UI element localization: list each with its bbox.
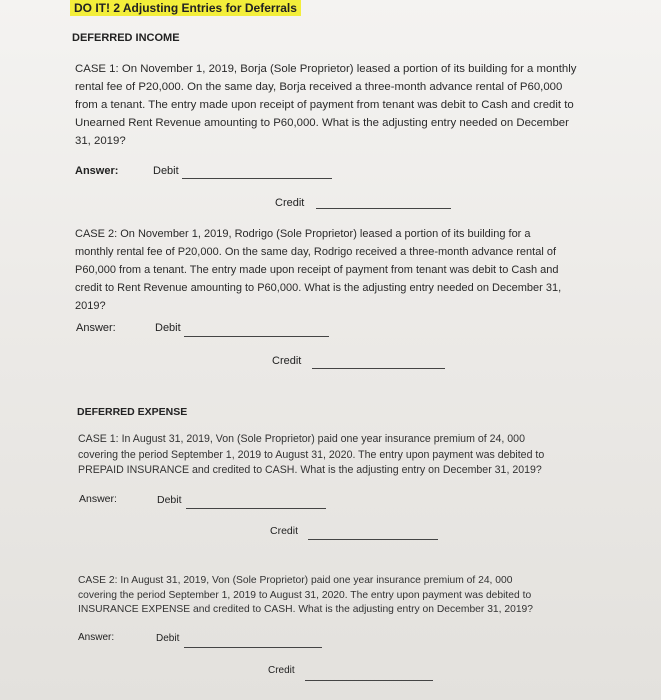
expense-case1-line: CASE 1: In August 31, 2019, Von (Sole Proprietor) paid one year insurance premium of 24, 000: [78, 433, 525, 445]
answer-label: Answer:: [79, 493, 117, 505]
expense-case2-line: INSURANCE EXPENSE and credited to CASH. What is the adjusting entry on December 31, 2019?: [78, 604, 533, 615]
section-heading-deferred-expense: DEFERRED EXPENSE: [77, 406, 188, 418]
debit-label: Debit: [157, 494, 182, 506]
credit-label: Credit: [268, 665, 295, 676]
expense-case1-text: [78, 432, 638, 479]
debit-answer-line[interactable]: [186, 508, 326, 509]
income-case1-line: Unearned Rent Revenue amounting to P60,000. What is the adjusting entry needed on December: [75, 117, 569, 129]
income-case2-line: credit to Rent Revenue amounting to P60,000. What is the adjusting entry needed on December 31,: [75, 282, 562, 294]
debit-answer-line[interactable]: [184, 647, 322, 648]
credit-answer-line[interactable]: [308, 539, 438, 540]
income-case1-text: [75, 60, 635, 150]
credit-answer-line[interactable]: [312, 368, 445, 369]
debit-label: Debit: [153, 165, 179, 177]
credit-answer-line[interactable]: [316, 208, 451, 209]
debit-answer-line[interactable]: [184, 336, 329, 337]
answer-label: Answer:: [75, 165, 119, 177]
credit-label: Credit: [272, 355, 302, 367]
expense-case2-line: CASE 2: In August 31, 2019, Von (Sole Proprietor) paid one year insurance premium of 24, 000: [78, 575, 513, 586]
income-case1-line: rental fee of P20,000. On the same day, Borja received a three-month advance rental of P60,000: [75, 81, 563, 93]
credit-answer-line[interactable]: [305, 680, 433, 681]
income-case2-line: CASE 2: On November 1, 2019, Rodrigo (Sole Proprietor) leased a portion of its building for a: [75, 228, 531, 240]
income-case1-line: from a tenant. The entry made upon receipt of payment from tenant was debit to Cash and credit to: [75, 99, 574, 111]
income-case2-line: P60,000 from a tenant. The entry made upon receipt of payment from tenant was debit to Cash and: [75, 264, 559, 276]
credit-label: Credit: [275, 197, 305, 209]
debit-answer-line[interactable]: [182, 178, 332, 179]
debit-label: Debit: [156, 633, 180, 644]
income-case2-line: 2019?: [75, 300, 106, 312]
income-case1-line: 31, 2019?: [75, 135, 126, 147]
section-heading-deferred-income: DEFERRED INCOME: [72, 32, 180, 44]
expense-case1-line: PREPAID INSURANCE and credited to CASH. What is the adjusting entry on December 31, 2019?: [78, 464, 542, 476]
debit-label: Debit: [155, 322, 181, 334]
income-case1-line: CASE 1: On November 1, 2019, Borja (Sole Proprietor) leased a portion of its building for a monthly: [75, 63, 577, 75]
credit-label: Credit: [270, 525, 299, 537]
expense-case1-line: covering the period September 1, 2019 to August 31, 2020. The entry upon payment was debited to: [78, 448, 545, 461]
answer-label: Answer:: [78, 632, 115, 643]
document-title: DO IT! 2 Adjusting Entries for Deferrals: [70, 0, 301, 16]
income-case2-text: [75, 225, 635, 315]
income-case2-line: monthly rental fee of P20,000. On the same day, Rodrigo received a three-month advance rental of: [75, 246, 557, 258]
expense-case2-line: covering the period September 1, 2019 to August 31, 2020. The entry upon payment was debited to: [78, 589, 532, 601]
expense-case2-text: [78, 574, 638, 618]
answer-label: Answer:: [76, 322, 116, 334]
